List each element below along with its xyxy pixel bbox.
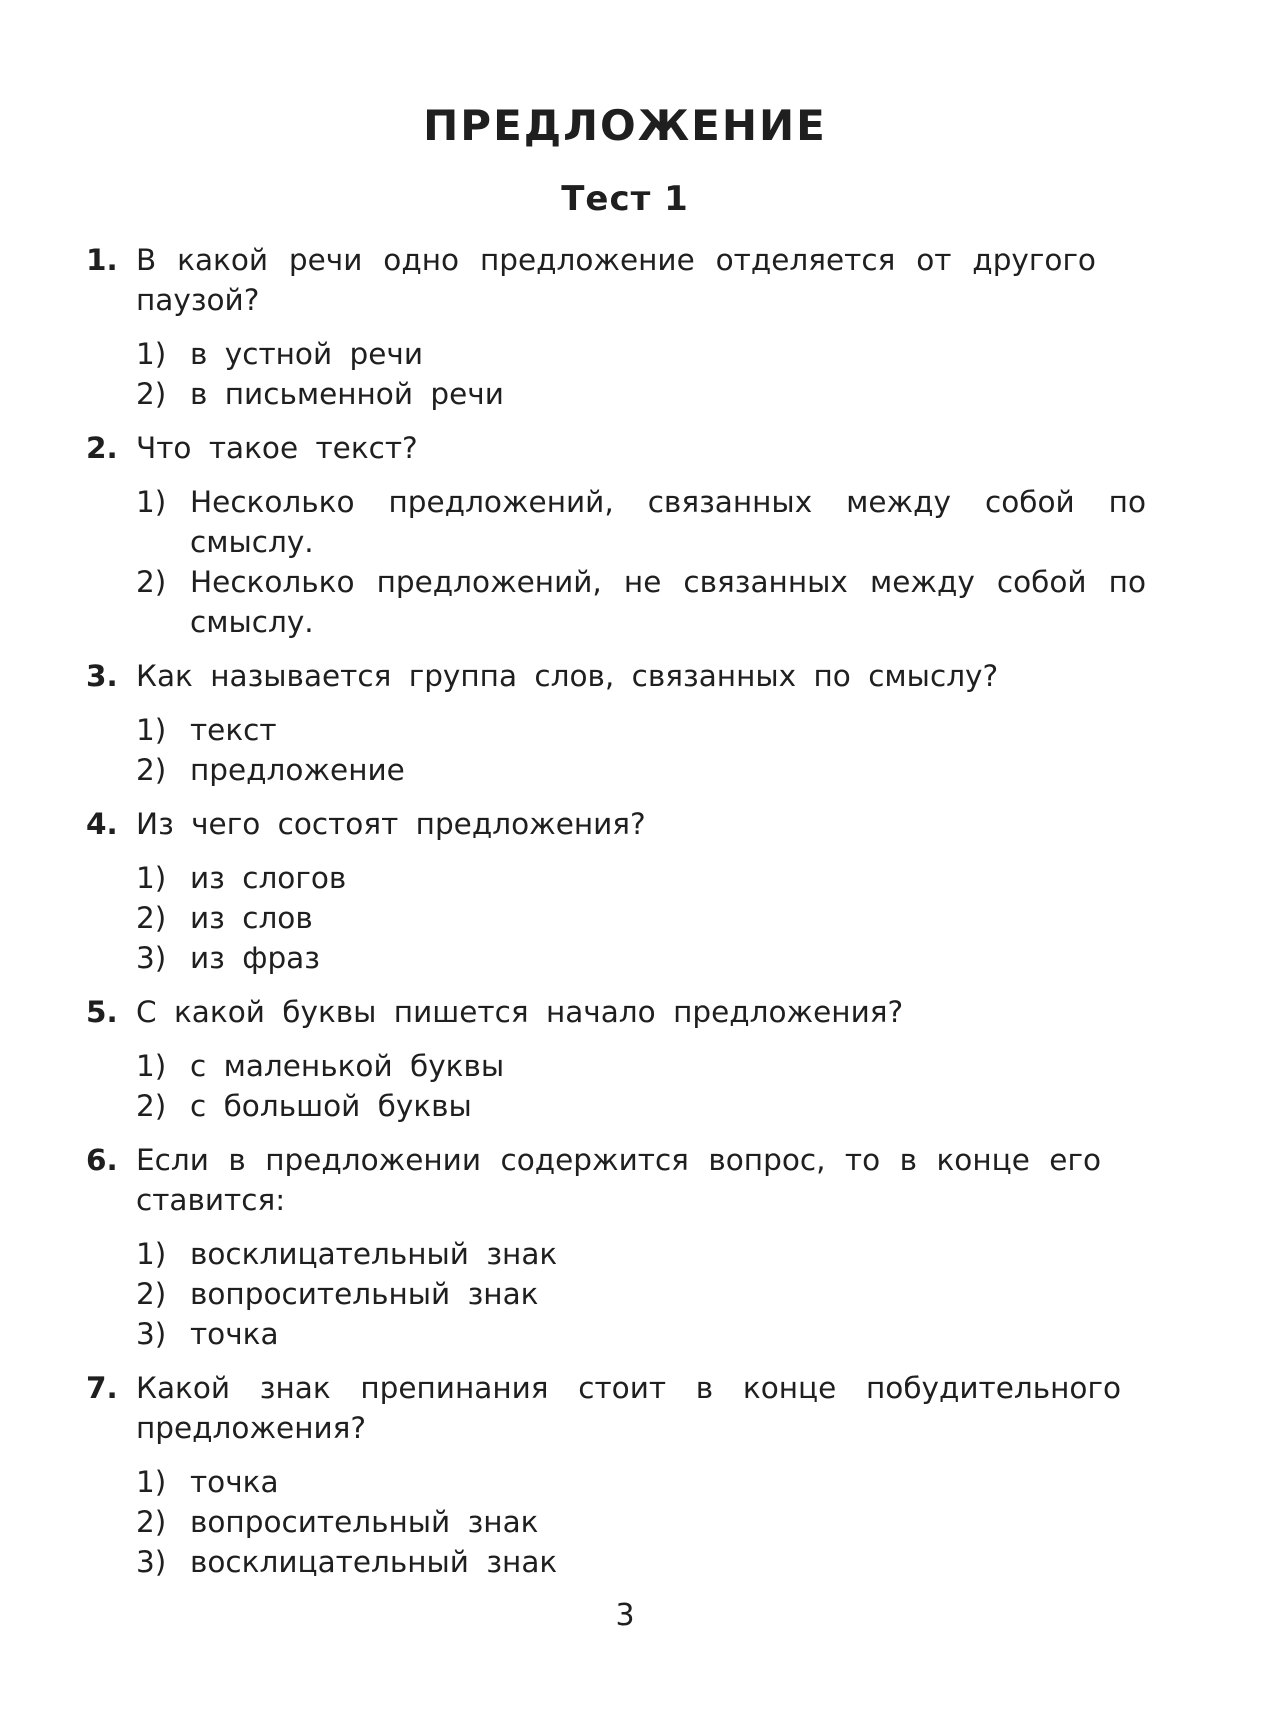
option-list	[136, 1046, 1146, 1126]
question-number: 2.	[86, 431, 118, 465]
option-list	[136, 1234, 1146, 1354]
option-number: 2)	[136, 1505, 167, 1539]
option-text: Несколько предложений, связанных между собой по смыслу.	[190, 485, 1146, 559]
option-number: 3)	[136, 941, 167, 975]
question-text: Как называется группа слов, связанных по смыслу?	[136, 659, 999, 693]
option-item	[136, 562, 1146, 642]
option-number: 2)	[136, 901, 167, 935]
option-text: вопросительный знак	[190, 1505, 539, 1539]
question-number: 5.	[86, 995, 118, 1029]
option-number: 1)	[136, 1049, 167, 1083]
option-item	[136, 1542, 1146, 1582]
question-5	[86, 992, 1146, 1126]
option-item	[136, 1234, 1146, 1274]
option-list	[136, 858, 1146, 978]
option-number: 1)	[136, 1237, 167, 1271]
option-number: 2)	[136, 1089, 167, 1123]
option-item	[136, 898, 1146, 938]
question-1	[86, 240, 1146, 414]
option-text: точка	[190, 1465, 279, 1499]
question-list	[86, 240, 1146, 1596]
option-list	[136, 710, 1146, 790]
option-item	[136, 858, 1146, 898]
option-item	[136, 334, 1146, 374]
option-text: предложение	[190, 753, 405, 787]
question-text: Если в предложении содержится вопрос, то в конце его ставится:	[136, 1143, 1101, 1217]
option-number: 3)	[136, 1545, 167, 1579]
option-number: 1)	[136, 485, 167, 519]
question-2	[86, 428, 1146, 642]
option-item	[136, 1502, 1146, 1542]
option-text: текст	[190, 713, 277, 747]
option-number: 2)	[136, 1277, 167, 1311]
option-list	[136, 334, 1146, 414]
option-item	[136, 1046, 1146, 1086]
question-7	[86, 1368, 1146, 1582]
option-item	[136, 938, 1146, 978]
option-number: 1)	[136, 337, 167, 371]
option-number: 1)	[136, 861, 167, 895]
option-item	[136, 374, 1146, 414]
option-number: 1)	[136, 713, 167, 747]
option-number: 3)	[136, 1317, 167, 1351]
option-text: точка	[190, 1317, 279, 1351]
question-4	[86, 804, 1146, 978]
question-number: 4.	[86, 807, 118, 841]
question-number: 1.	[86, 243, 118, 277]
option-list	[136, 482, 1146, 642]
option-text: в устной речи	[190, 337, 423, 371]
option-number: 2)	[136, 377, 167, 411]
option-text: с большой буквы	[190, 1089, 472, 1123]
option-item	[136, 482, 1146, 562]
question-number: 7.	[86, 1371, 118, 1405]
option-item	[136, 750, 1146, 790]
option-item	[136, 1314, 1146, 1354]
option-list	[136, 1462, 1146, 1582]
option-number: 2)	[136, 565, 167, 599]
option-text: восклицательный знак	[190, 1237, 558, 1271]
test-subtitle: Тест 1	[561, 179, 689, 219]
option-text: вопросительный знак	[190, 1277, 539, 1311]
option-text: в письменной речи	[190, 377, 504, 411]
option-text: из слов	[190, 901, 313, 935]
option-number: 1)	[136, 1465, 167, 1499]
question-number: 3.	[86, 659, 118, 693]
option-text: из фраз	[190, 941, 320, 975]
option-number: 2)	[136, 753, 167, 787]
option-item	[136, 710, 1146, 750]
page-title: ПРЕДЛОЖЕНИЕ	[423, 101, 827, 150]
option-item	[136, 1274, 1146, 1314]
question-text: Из чего состоят предложения?	[136, 807, 646, 841]
question-text: В какой речи одно предложение отделяется от другого паузой?	[136, 243, 1096, 317]
option-text: с маленькой буквы	[190, 1049, 505, 1083]
page-number: 3	[615, 1598, 635, 1633]
question-number: 6.	[86, 1143, 118, 1177]
question-text: Что такое текст?	[136, 431, 418, 465]
option-item	[136, 1462, 1146, 1502]
option-text: восклицательный знак	[190, 1545, 558, 1579]
question-6	[86, 1140, 1146, 1354]
option-text: из слогов	[190, 861, 347, 895]
option-text: Несколько предложений, не связанных между собой по смыслу.	[190, 565, 1146, 639]
option-item	[136, 1086, 1146, 1126]
question-text: Какой знак препинания стоит в конце побудительного предложения?	[136, 1371, 1121, 1445]
question-3	[86, 656, 1146, 790]
question-text: С какой буквы пишется начало предложения?	[136, 995, 904, 1029]
